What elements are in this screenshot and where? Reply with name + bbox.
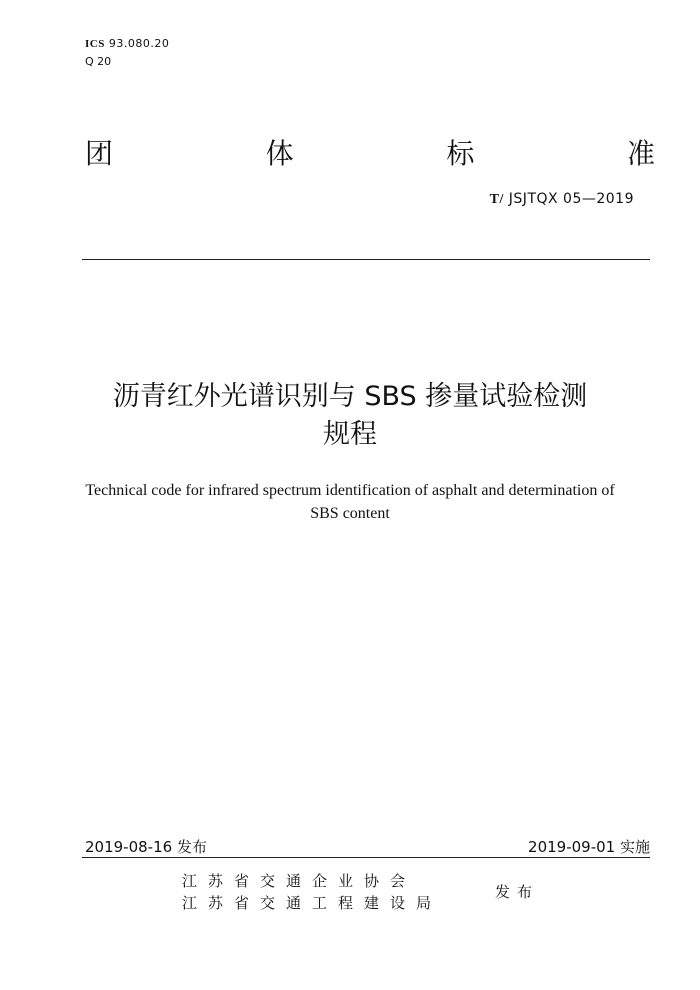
title-chinese-line1: 沥青红外光谱识别与 SBS 掺量试验检测 (112, 381, 588, 412)
standard-type-char: 标 (446, 137, 475, 170)
standard-type-char: 团 (85, 137, 114, 170)
issuer-line1: 江苏省交通企业协会 (182, 872, 417, 890)
title-english-line1: Technical code for infrared spectrum identification of asphalt and determination of (85, 482, 615, 499)
title-chinese-line2: 规程 (323, 419, 377, 450)
ics-label: ICS (85, 38, 105, 50)
ccs-code: Q 20 (85, 55, 112, 68)
issuer-line2: 江苏省交通工程建设局 (182, 894, 443, 912)
implement-date: 2019-09-01 实施 (528, 838, 650, 856)
standard-number-prefix: T/ (489, 192, 504, 207)
standard-type-char: 体 (265, 137, 294, 170)
issuing-organizations (182, 870, 442, 914)
top-divider (82, 259, 650, 260)
standard-type-char: 准 (626, 137, 655, 170)
title-english (60, 479, 640, 525)
standard-number-code: JSJTQX 05—2019 (503, 191, 634, 207)
title-chinese (60, 378, 640, 454)
ics-code (85, 36, 169, 52)
title-english-line2: SBS content (310, 505, 390, 522)
bottom-divider (82, 857, 650, 858)
issue-date: 2019-08-16 发布 (85, 838, 207, 856)
standard-number (490, 189, 634, 210)
standard-type (85, 134, 655, 174)
issue-label: 发布 (495, 883, 540, 901)
ics-value: 93.080.20 (108, 37, 170, 50)
